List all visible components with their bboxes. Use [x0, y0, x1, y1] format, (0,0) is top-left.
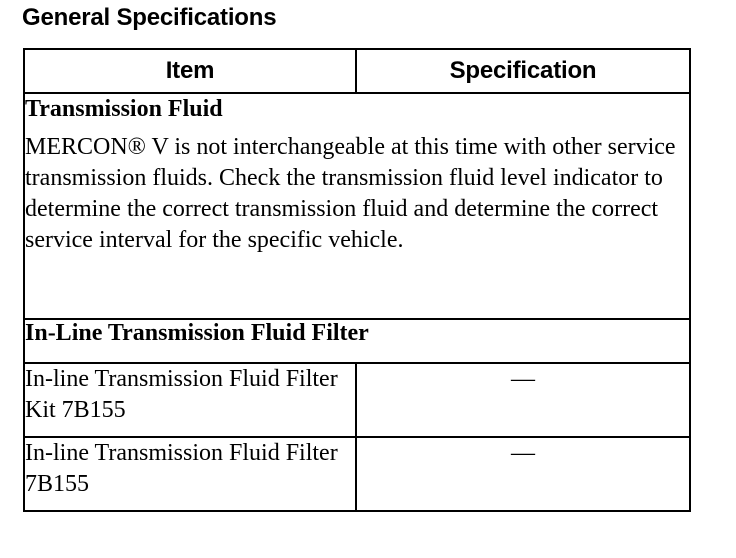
specification-cell: —	[356, 437, 690, 511]
section-cell-transmission-fluid	[24, 93, 690, 319]
table-header-row	[24, 49, 690, 93]
section-title-inline-filter: In-Line Transmission Fluid Filter	[24, 319, 690, 363]
page-title: General Specifications	[22, 4, 277, 31]
section-note-transmission-fluid: MERCON® V is not interchangeable at this time with other service transmission fluids. Check the transmission fluid level indicator to determine the correct transmission fluid and determine the correct service interval for the specific vehicle.	[25, 134, 676, 253]
column-header-specification: Specification	[356, 49, 690, 93]
table-row	[24, 363, 690, 437]
column-header-item: Item	[24, 49, 356, 93]
table-row	[24, 437, 690, 511]
section-row-transmission-fluid	[24, 93, 690, 319]
section-row-inline-filter	[24, 319, 690, 363]
section-title-transmission-fluid: Transmission Fluid	[25, 96, 223, 122]
item-cell: In-line Transmission Fluid Filter Kit 7B155	[24, 363, 356, 437]
specification-cell: —	[356, 363, 690, 437]
specifications-table	[23, 48, 691, 512]
item-cell: In-line Transmission Fluid Filter 7B155	[24, 437, 356, 511]
